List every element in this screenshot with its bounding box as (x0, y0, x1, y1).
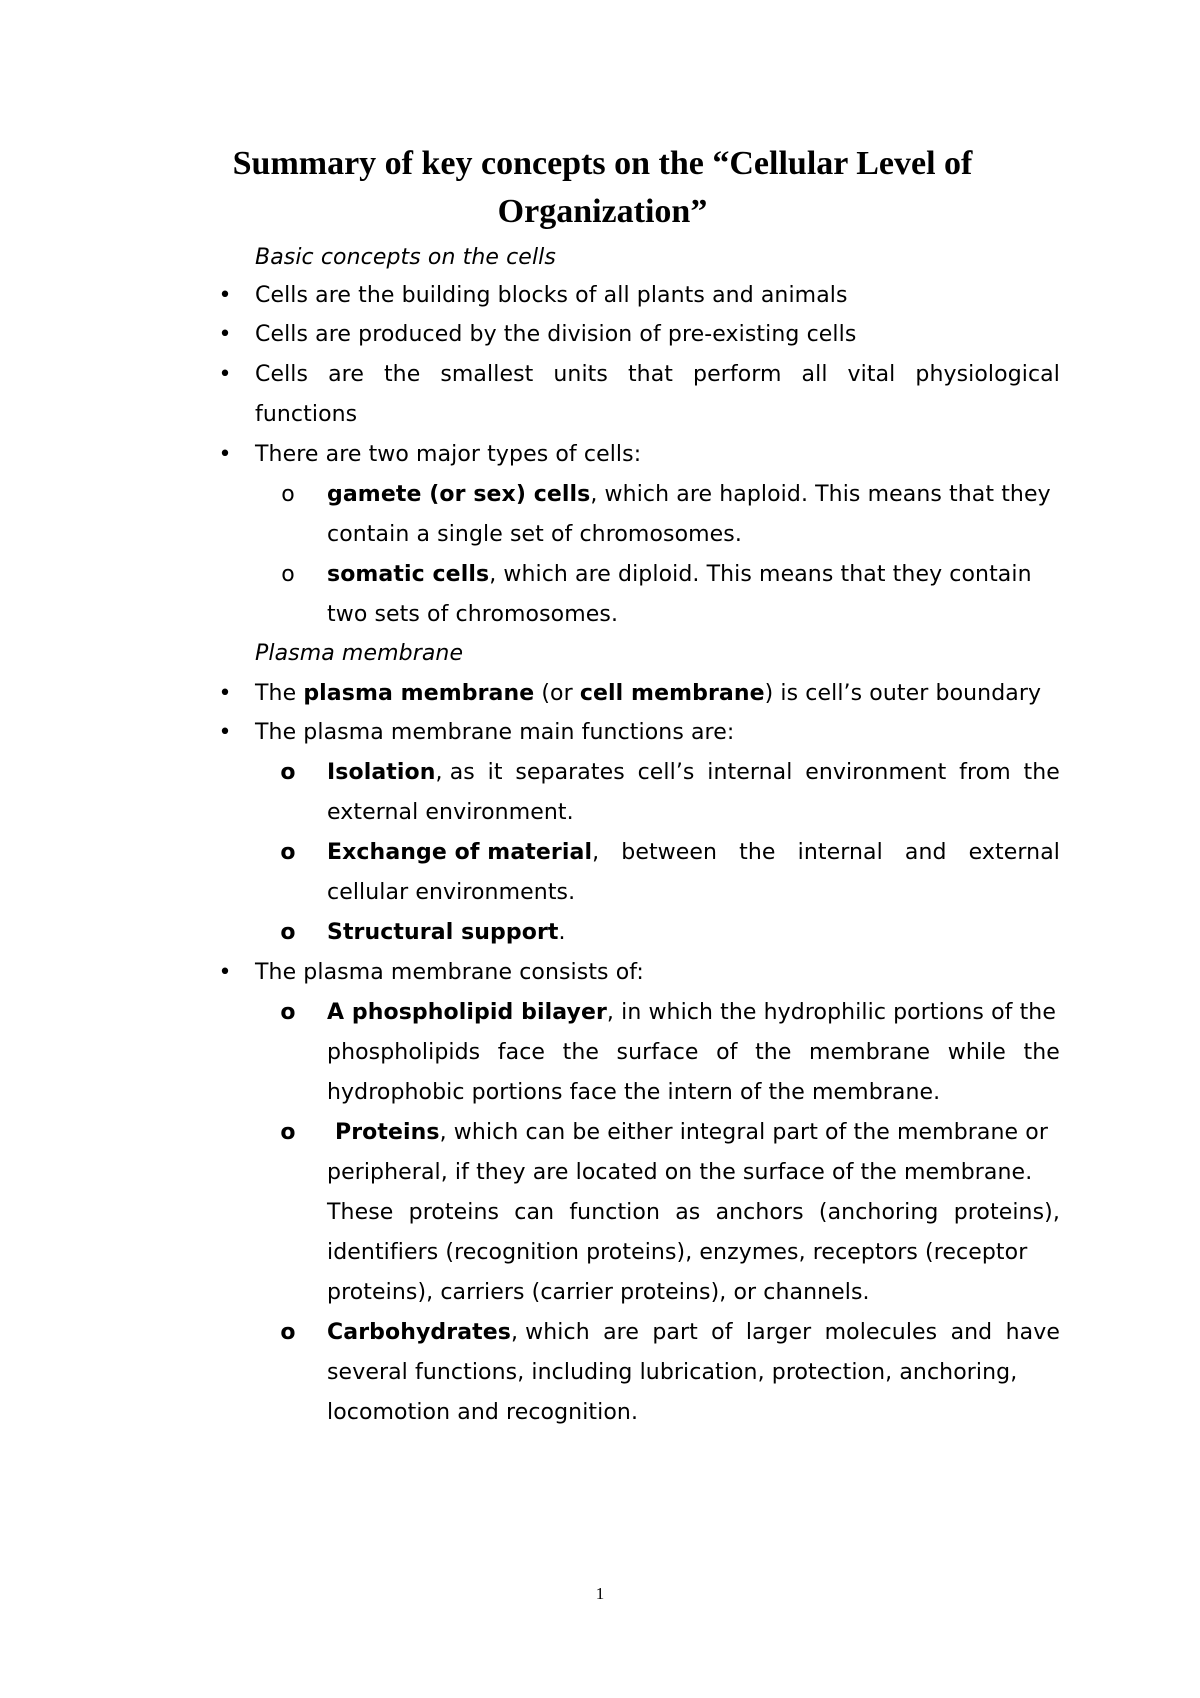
word: and (904, 840, 947, 865)
word: have (1005, 1320, 1060, 1345)
bullet-text: There are two major types of cells: (255, 442, 642, 467)
word: , which (510, 1320, 590, 1345)
title-line-2: Organization” (497, 193, 708, 230)
sub-bullet-marker: o (280, 1320, 296, 1345)
word: (anchoring (818, 1200, 939, 1225)
sub-item-line-1 (327, 555, 1060, 595)
text-run: ) is cell’s outer boundary (764, 681, 1042, 706)
word: between (621, 840, 718, 865)
function-line-2: external environment. (327, 800, 574, 825)
function-item-structural-support (280, 913, 1060, 953)
word: are (328, 362, 364, 387)
word: separates (515, 760, 625, 785)
term-bold: Carbohydrates (327, 1320, 511, 1345)
text-run: (or (534, 681, 580, 706)
bullet-item (218, 713, 1060, 753)
bullet-item (218, 953, 1060, 993)
bullet-text: The plasma membrane main functions are: (255, 720, 735, 745)
function-line-2: cellular environments. (327, 880, 576, 905)
term-bold: Proteins (335, 1120, 440, 1145)
word: surface (616, 1040, 699, 1065)
component-line-2 (327, 1033, 1060, 1073)
word: phospholipids (327, 1040, 481, 1065)
word: molecules (824, 1320, 938, 1345)
component-line-1 (327, 993, 1060, 1033)
bullet-marker: • (218, 960, 232, 985)
bullet-item (218, 315, 1060, 355)
word: anchors (715, 1200, 804, 1225)
word: larger (745, 1320, 812, 1345)
component-item-proteins (280, 1113, 1060, 1313)
word: the (755, 1040, 792, 1065)
word: are (603, 1320, 639, 1345)
word: of (716, 1040, 738, 1065)
page-number: 1 (595, 1584, 605, 1603)
word: These (327, 1200, 394, 1225)
term-bold: Structural support (327, 920, 559, 945)
term-bold: somatic cells (327, 562, 490, 587)
word: environment (805, 760, 947, 785)
component-line-3 (327, 1193, 1060, 1233)
word: the (1023, 1040, 1060, 1065)
word: perform (693, 362, 782, 387)
section-heading-basic-concepts: Basic concepts on the cells (255, 245, 556, 270)
word: part (652, 1320, 698, 1345)
bullet-text-line-1 (255, 355, 1060, 395)
function-line-1 (327, 833, 1060, 873)
word: face (497, 1040, 546, 1065)
section-heading-plasma-membrane: Plasma membrane (255, 641, 464, 666)
term-bold: cell membrane (579, 681, 765, 706)
component-item-phospholipid (280, 993, 1060, 1113)
sub-bullet-marker: o (280, 760, 296, 785)
word: that (627, 362, 674, 387)
bullet-item (218, 435, 1060, 475)
sub-bullet-marker: o (281, 562, 295, 587)
word: as (675, 1200, 701, 1225)
word: from (959, 760, 1011, 785)
text-run: The (255, 681, 304, 706)
component-line-3: locomotion and recognition. (327, 1400, 639, 1425)
term-bold: plasma membrane (303, 681, 535, 706)
term-bold: Exchange of material (327, 840, 593, 865)
word: , (592, 840, 600, 865)
sub-item-somatic-cells (281, 555, 1060, 635)
bullet-text: Cells are produced by the division of pre-existing cells (255, 322, 857, 347)
text-run: , which can be either integral part of the membrane or (439, 1120, 1048, 1145)
function-line-1 (327, 913, 1060, 953)
word: vital (847, 362, 896, 387)
bullet-text-line-2: functions (255, 402, 358, 427)
bullet-item (218, 355, 1060, 435)
sub-item-line-2: contain a single set of chromosomes. (327, 522, 742, 547)
word: while (947, 1040, 1006, 1065)
bullet-marker: • (218, 681, 232, 706)
word: smallest (440, 362, 534, 387)
component-line-1 (327, 1313, 1060, 1353)
bullet-item (218, 276, 1060, 316)
word: the (739, 840, 776, 865)
bullet-marker: • (218, 442, 232, 467)
bullet-marker: • (218, 720, 232, 745)
sub-bullet-marker: o (280, 920, 296, 945)
word: can (514, 1200, 555, 1225)
bullet-text: The plasma membrane consists of: (255, 960, 644, 985)
word: Cells (255, 362, 309, 387)
word: internal (707, 760, 793, 785)
sub-item-line-1 (327, 475, 1060, 515)
bullet-text: Cells are the building blocks of all plants and animals (255, 283, 848, 308)
word: proteins), (953, 1200, 1060, 1225)
title-line-1: Summary of key concepts on the “Cellular Level of (232, 145, 973, 182)
component-line-5: proteins), carriers (carrier proteins), or channels. (327, 1280, 870, 1305)
word: cell’s (637, 760, 695, 785)
function-item-isolation (280, 753, 1060, 833)
word: the (1023, 760, 1060, 785)
term-bold: Isolation (327, 760, 436, 785)
word: units (553, 362, 608, 387)
sub-bullet-marker: o (280, 1120, 296, 1145)
bullet-item (218, 674, 1060, 714)
component-line-4: identifiers (recognition proteins), enzymes, receptors (receptor (327, 1240, 1028, 1265)
bullet-marker: • (218, 322, 232, 347)
text-run: , in which the hydrophilic portions of the (606, 1000, 1056, 1025)
sub-bullet-marker: o (280, 1000, 296, 1025)
component-item-carbohydrates (280, 1313, 1060, 1433)
word (327, 1313, 590, 1353)
bullet-marker: • (218, 283, 232, 308)
function-line-1 (327, 753, 1060, 793)
word: physiological (915, 362, 1060, 387)
document-title (200, 140, 1005, 236)
sub-bullet-marker: o (280, 840, 296, 865)
word: and (950, 1320, 993, 1345)
component-line-2: several functions, including lubrication, protection, anchoring, (327, 1360, 1018, 1385)
word: it (487, 760, 503, 785)
word: membrane (809, 1040, 931, 1065)
bullet-marker: • (218, 362, 232, 387)
word: of (711, 1320, 733, 1345)
word: function (569, 1200, 660, 1225)
word: the (383, 362, 421, 387)
sub-item-text: , which are haploid. This means that they (590, 482, 1051, 507)
word: internal (797, 840, 883, 865)
word: the (562, 1040, 599, 1065)
sub-bullet-marker: o (281, 482, 295, 507)
word: proteins (408, 1200, 500, 1225)
sub-item-line-2: two sets of chromosomes. (327, 602, 619, 627)
word (327, 833, 599, 873)
function-item-exchange (280, 833, 1060, 913)
sub-item-gamete-cells (281, 475, 1060, 555)
component-line-3: hydrophobic portions face the intern of the membrane. (327, 1080, 941, 1105)
bullet-text (255, 674, 1060, 714)
text-run: . (558, 920, 566, 945)
component-line-1 (327, 1113, 1060, 1153)
term-bold: gamete (or sex) cells (327, 482, 591, 507)
component-line-2: peripheral, if they are located on the surface of the membrane. (327, 1160, 1033, 1185)
word (327, 753, 475, 793)
word: all (801, 362, 828, 387)
word: , as (435, 760, 475, 785)
term-bold: A phospholipid bilayer (327, 1000, 607, 1025)
word: external (968, 840, 1060, 865)
sub-item-text: , which are diploid. This means that they contain (489, 562, 1032, 587)
